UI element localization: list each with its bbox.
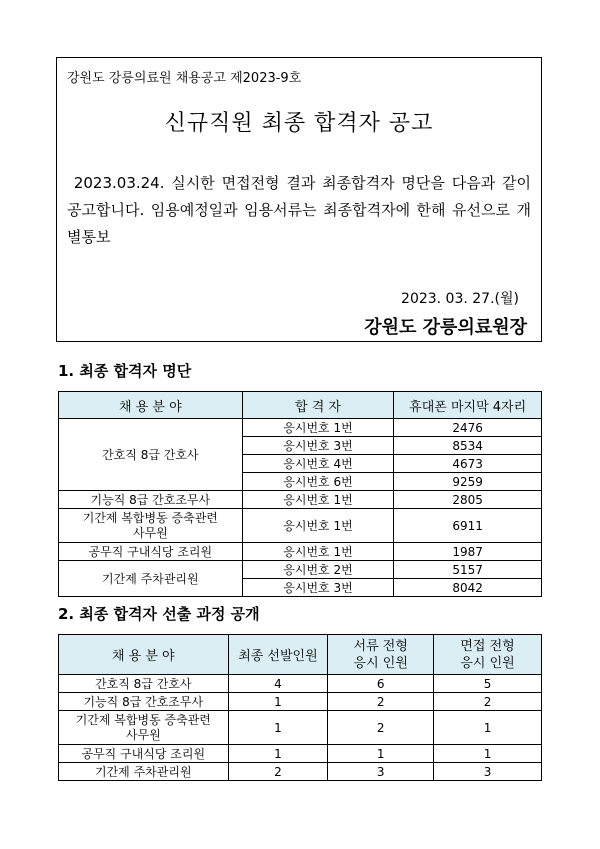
field-cell: 기간제 복합병동 증축관련 사무원 (59, 509, 243, 543)
phone-cell: 4673 (394, 455, 542, 473)
header-field: 채 용 분 야 (59, 392, 243, 419)
doc-count: 3 (328, 763, 434, 781)
notice-title: 신규직원 최종 합격자 공고 (164, 111, 434, 136)
header-phone: 휴대폰 마지막 4자리 (394, 392, 542, 419)
doc-count: 1 (328, 745, 434, 763)
section1-heading: 1. 최종 합격자 명단 (58, 362, 192, 380)
phone-cell: 6911 (394, 509, 542, 543)
applicant-cell: 응시번호 3번 (242, 437, 394, 455)
phone-cell: 1987 (394, 543, 542, 561)
header-doc: 서류 전형 응시 인원 (328, 635, 434, 675)
phone-cell: 9259 (394, 473, 542, 491)
interview-count: 2 (434, 693, 542, 711)
field-cell: 간호직 8급 간호사 (59, 419, 243, 491)
applicant-cell: 응시번호 1번 (242, 419, 394, 437)
final-count: 1 (228, 711, 328, 745)
notice-box (56, 57, 542, 342)
final-count: 2 (228, 763, 328, 781)
notice-number: 강원도 강릉의료원 채용공고 제2023-9호 (67, 71, 302, 86)
final-count: 1 (228, 745, 328, 763)
phone-cell: 2476 (394, 419, 542, 437)
phone-cell: 5157 (394, 561, 542, 579)
phone-cell: 8042 (394, 579, 542, 597)
field-cell: 기능직 8급 간호조무사 (59, 491, 243, 509)
final-count: 4 (228, 675, 328, 693)
doc-count: 2 (328, 711, 434, 745)
notice-org: 강원도 강릉의료원장 (364, 317, 527, 338)
header-final: 최종 선발인원 (228, 635, 328, 675)
applicant-cell: 응시번호 3번 (242, 579, 394, 597)
field-cell: 공무직 구내식당 조리원 (59, 543, 243, 561)
field-cell: 기간제 주차관리원 (59, 763, 229, 781)
applicant-cell: 응시번호 1번 (242, 543, 394, 561)
notice-body: 2023.03.24. 실시한 면접전형 결과 최종합격자 명단을 다음과 같이 공고합니다. 임용예정일과 임용서류는 최종합격자에 한해 유선으로 개별통보 (67, 174, 531, 246)
interview-count: 5 (434, 675, 542, 693)
final-count: 1 (228, 693, 328, 711)
header-interview: 면접 전형 응시 인원 (434, 635, 542, 675)
applicant-cell: 응시번호 2번 (242, 561, 394, 579)
doc-count: 2 (328, 693, 434, 711)
selection-process-table (58, 634, 542, 781)
applicant-cell: 응시번호 4번 (242, 455, 394, 473)
header-passer: 합 격 자 (242, 392, 394, 419)
section2-heading: 2. 최종 합격자 선출 과정 공개 (58, 605, 260, 623)
header-field: 채 용 분 야 (59, 635, 229, 675)
interview-count: 1 (434, 711, 542, 745)
field-cell: 기능직 8급 간호조무사 (59, 693, 229, 711)
doc-count: 6 (328, 675, 434, 693)
final-list-table (58, 391, 542, 597)
field-cell: 기간제 복합병동 증축관련 사무원 (59, 711, 229, 745)
interview-count: 3 (434, 763, 542, 781)
phone-cell: 8534 (394, 437, 542, 455)
interview-count: 1 (434, 745, 542, 763)
notice-date: 2023. 03. 27.(월) (401, 291, 519, 307)
field-cell: 간호직 8급 간호사 (59, 675, 229, 693)
field-cell: 공무직 구내식당 조리원 (59, 745, 229, 763)
applicant-cell: 응시번호 1번 (242, 509, 394, 543)
applicant-cell: 응시번호 6번 (242, 473, 394, 491)
applicant-cell: 응시번호 1번 (242, 491, 394, 509)
phone-cell: 2805 (394, 491, 542, 509)
field-cell: 기간제 주차관리원 (59, 561, 243, 597)
